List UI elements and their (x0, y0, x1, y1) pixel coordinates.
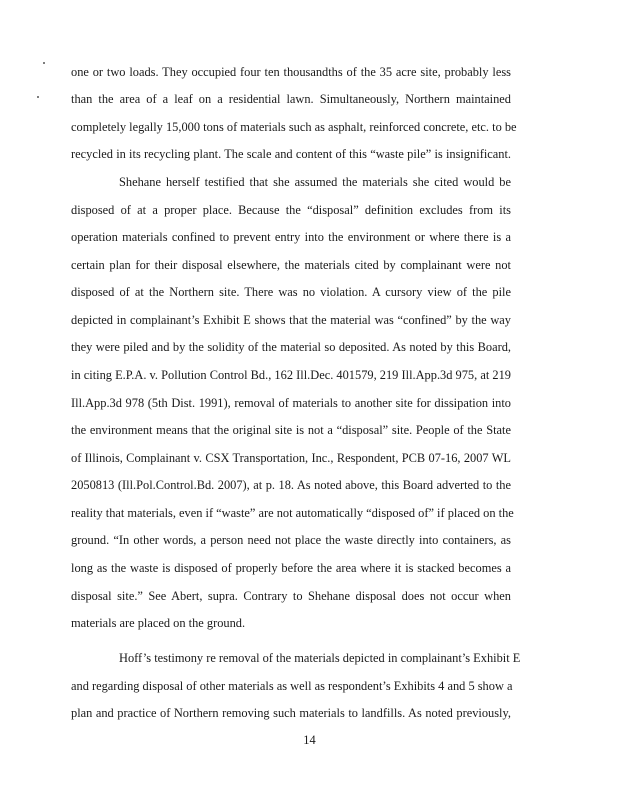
page-number: 14 (303, 733, 316, 747)
text-line: materials are placed on the ground. (71, 616, 246, 630)
text-line: and regarding disposal of other materials as well as respondent’s Exhibits 4 and 5 show a (71, 679, 513, 693)
scan-speck (43, 62, 45, 64)
text-line: recycled in its recycling plant. The scale and content of this “waste pile” is insignificant. (71, 147, 511, 161)
text-line: operation materials confined to prevent entry into the environment or where there is a (71, 230, 511, 244)
text-line: long as the waste is disposed of properly before the area where it is stacked becomes a (71, 561, 511, 575)
text-line: than the area of a leaf on a residential lawn. Simultaneously, Northern maintained (71, 92, 511, 106)
text-line: disposed of at a proper place. Because the “disposal” definition excludes from its (71, 203, 511, 217)
text-line: ground. “In other words, a person need not place the waste directly into containers, as (71, 533, 511, 547)
text-line: Ill.App.3d 978 (5th Dist. 1991), removal of materials to another site for dissipation into (71, 396, 511, 410)
text-line: the environment means that the original site is not a “disposal” site. People of the State (71, 423, 511, 437)
text-line: in citing E.P.A. v. Pollution Control Bd., 162 Ill.Dec. 401579, 219 Ill.App.3d 975, at 219 (71, 368, 511, 382)
text-line: completely legally 15,000 tons of materials such as asphalt, reinforced concrete, etc. to be (71, 120, 517, 134)
text-line: disposal site.” See Abert, supra. Contrary to Shehane disposal does not occur when (71, 589, 511, 603)
text-line: plan and practice of Northern removing such materials to landfills. As noted previously, (71, 706, 511, 720)
text-line: they were piled and by the solidity of the material so deposited. As noted by this Board, (71, 340, 511, 354)
text-line: 2050813 (Ill.Pol.Control.Bd. 2007), at p. 18. As noted above, this Board adverted to the (71, 478, 511, 492)
text-line: Hoff’s testimony re removal of the materials depicted in complainant’s Exhibit E (119, 651, 521, 665)
text-line: one or two loads. They occupied four ten thousandths of the 35 acre site, probably less (71, 65, 511, 79)
text-line: depicted in complainant’s Exhibit E shows that the material was “confined” by the way (71, 313, 511, 327)
text-line: disposed of at the Northern site. There was no violation. A cursory view of the pile (71, 285, 511, 299)
text-line: certain plan for their disposal elsewhere, the materials cited by complainant were not (71, 258, 511, 272)
scan-speck (37, 96, 39, 98)
text-line: reality that materials, even if “waste” are not automatically “disposed of” if placed on the (71, 506, 514, 520)
text-line: of Illinois, Complainant v. CSX Transportation, Inc., Respondent, PCB 07-16, 2007 WL (71, 451, 511, 465)
text-line: Shehane herself testified that she assumed the materials she cited would be (119, 175, 511, 189)
